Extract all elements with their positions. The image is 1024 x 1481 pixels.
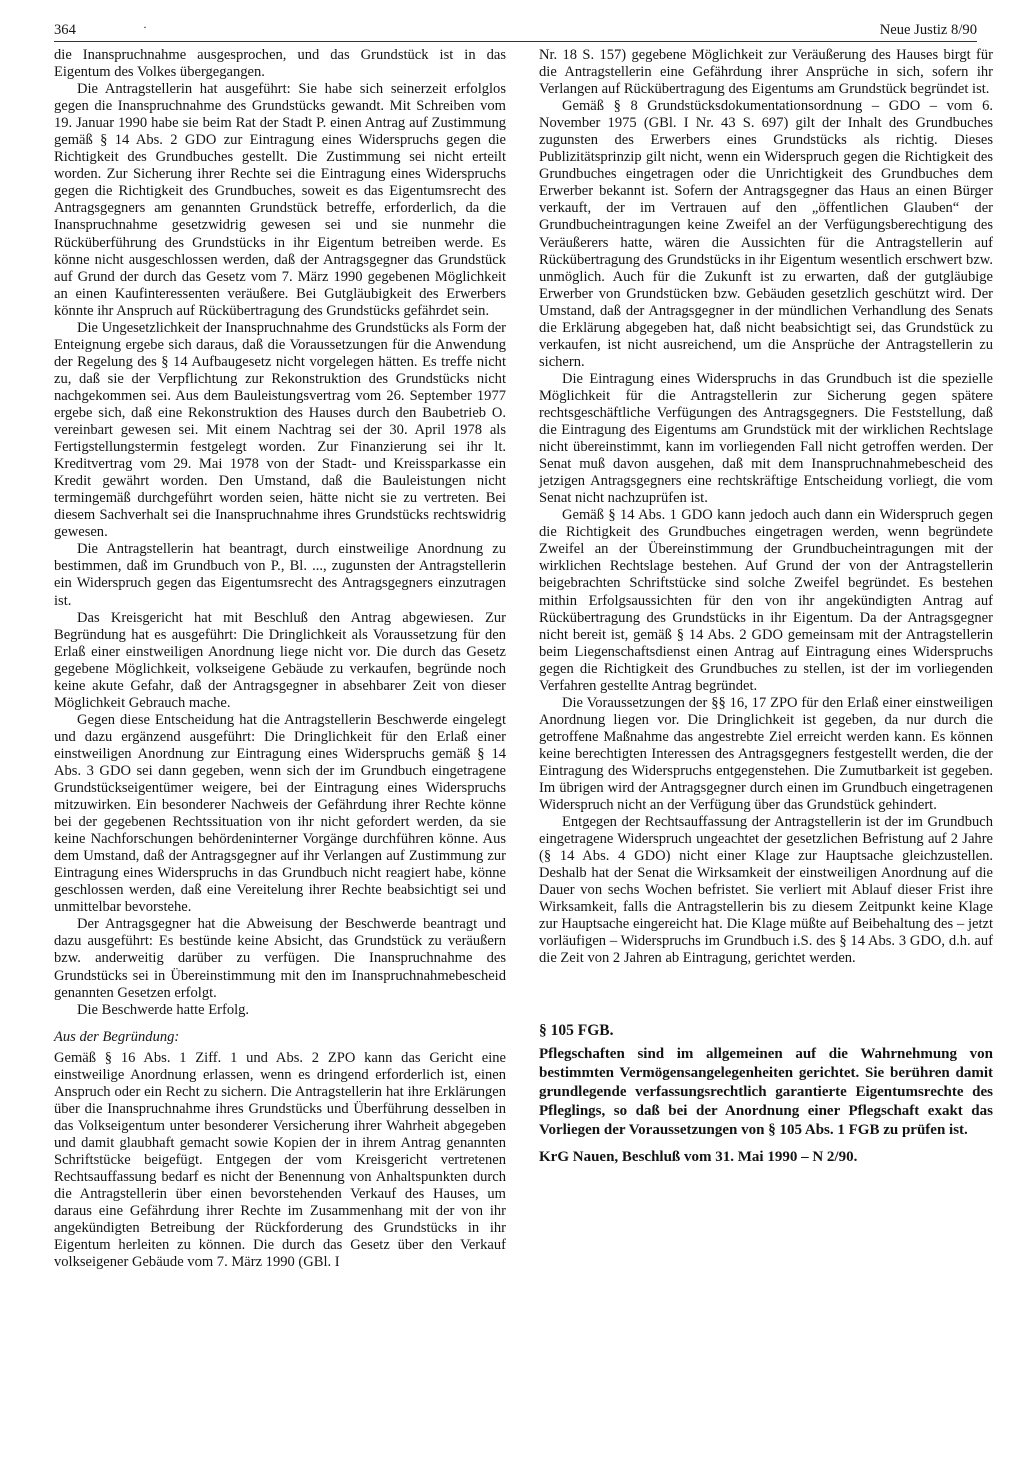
paragraph: Nr. 18 S. 157) gegebene Möglichkeit zur Veräußerung des Hauses birgt für die Antragstellerin eine Gefährdung ihrer Ansprüche in sich, sofern ihr Verlangen auf Rückübertragung des Eigentums am Grundstück begründet ist. [539,47,993,98]
paragraph: Der Antragsgegner hat die Abweisung der Beschwerde beantragt und dazu ausgeführt: Es bestünde keine Absicht, das Grundstück zu veräußern bzw. anderweitig darüber zu verfügen. Die Inanspruchnahme des Grundstücks sei in Übereinstimmung mit den im Inanspruchnahmebescheid genannten Gesetzen erfolgt. [54,916,506,1001]
page-header [54,19,977,41]
paragraph: Die Beschwerde hatte Erfolg. [77,1001,250,1018]
paragraph: Die Ungesetzlichkeit der Inanspruchnahme des Grundstücks als Form der Enteignung ergebe sich daraus, daß die Voraussetzungen für die Anwendung der Regelung des § 14 Aufbaugesetz nicht vorgelegen hätten. Es treffe nicht zu, daß sie der Verpflichtung zur Rekonstruktion des Grundstücks nicht nachgekommen sei. Aus dem Bauleistungsvertrag vom 26. September 1977 ergebe sich, daß eine Rekonstruktion des Hauses durch den Baubetrieb O. vereinbart gewesen sei. Mit einem Nachtrag sei der 30. April 1978 als Fertigstellungstermin festgelegt worden. Zur Finanzierung sei ihr lt. Kreditvertrag vom 29. Mai 1978 von der Stadt- und Kreissparkasse ein Kredit gewährt worden. Den Umstand, daß die Bauleistungen nicht termingemäß durchgeführt worden seien, hätte nicht sie zu vertreten. Bei diesem Sachverhalt sei die Inanspruchnahme ihres Grundstücks rechtswidrig gewesen. [54,319,507,541]
paragraph: Die Antragstellerin hat beantragt, durch einstweilige Anordnung zu bestimmen, daß im Grundbuch von P., Bl. ..., zugunsten der Antragstellerin ein Widerspruch gegen das Eigentumsrecht des Antragsgegners einzutragen ist. [54,541,506,609]
right-column [539,47,993,1166]
headnote: Pflegschaften sind im allgemeinen auf die Wahrnehmung von bestimmten Vermögensangelegenheiten gerichtet. Sie berühren damit grundlegende verfassungsrechtlich garantierte Eigentumsrechte des Pfleglings, so daß bei der Anordnung einer Pflegschaft exakt das Vorliegen der Voraussetzungen von § 105 Abs. 1 FGB zu prüfen ist. [539,1045,993,1139]
paragraph: Gemäß § 16 Abs. 1 Ziff. 1 und Abs. 2 ZPO kann das Gericht eine einstweilige Anordnung erlassen, wenn es dringend erforderlich ist, einen Anspruch oder ein Recht zu sichern. Die Antragstellerin hat ihre Erklärungen über die Inanspruchnahme ihres Grundstücks und Überführung desselben in das Volkseigentum unter besonderer Versicherung ihrer Wahrheit abgegeben und damit glaubhaft gemacht sowie Kopien der in ihrem Antrag genannten Schriftstücke beigefügt. Entgegen der vom Kreisgericht vertretenen Rechtsauffassung bedarf es nicht der Benennung von Anhaltspunkten durch die Antragstellerin über einen bevorstehenden Verkauf des Hauses, um daraus eine Gefährdung ihrer Rechte im Zusammenhang mit der von ihr angekündigten Betreibung der Rückforderung des Grundstücks in ihr Eigentum herleiten zu können. Die durch das Gesetz über den Verkauf volkseigener Gebäude vom 7. März 1990 (GBl. I [54,1049,506,1271]
header-rule [54,41,977,42]
paragraph: die Inanspruchnahme ausgesprochen, und das Grundstück ist in das Eigentum des Volkes übergegangen. [54,47,506,81]
left-column [54,47,506,1271]
header-dot: · [143,20,147,34]
page-number: 364 [54,22,76,38]
paragraph: Entgegen der Rechtsauffassung der Antragstellerin ist der im Grundbuch eingetragene Widerspruch ungeachtet der gesetzlichen Befristung auf 2 Jahre (§ 14 Abs. 4 GDO) nicht einer Klage zur Hauptsache gleichzustellen. Deshalb hat der Senat die Wirksamkeit der einstweiligen Anordnung auf die Dauer von sechs Wochen befristet. Sie verliert mit Ablauf dieser Frist ihre Wirksamkeit, falls die Antragstellerin bis zu diesem Zeitpunkt keine Klage zur Hauptsache eingereicht hat. Die Klage müßte auf Beibehaltung des – jetzt vorläufigen – Widerspruchs im Grundbuch i.S. des § 14 Abs. 3 GDO, d.h. auf die Zeit von 2 Jahren ab Eintragung, gerichtet werden. [539,814,993,967]
paragraph: Die Voraussetzungen der §§ 16, 17 ZPO für den Erlaß einer einstweiligen Anordnung liegen vor. Die Dringlichkeit ist gegeben, da nur durch die getroffene Maßnahme das angestrebte Ziel erreicht werden kann. Es können keine berechtigten Interessen des Antragsgegners festgestellt werden, die der Eintragung des Widerspruchs entgegenstehen. Die Zumutbarkeit ist gegeben. Im übrigen wird der Antragsgegner durch einen im Grundbuch eingetragenen Widerspruch nicht an der Verfügung über das Grundstück gehindert. [539,694,993,814]
subheading: Aus der Begründung: [54,1028,180,1045]
paragraph: Gemäß § 8 Grundstücksdokumentationsordnung – GDO – vom 6. November 1975 (GBl. I Nr. 43 S. 697) gilt der Inhalt des Grundbuches zugunsten des Erwerbers eines Grundstücks als richtig. Dieses Publizitätsprinzip gilt nicht, wenn ein Widerspruch gegen die Richtigkeit des Grundbuches eingetragen oder die Unrichtigkeit des Grundbuches dem Erwerber bekannt ist. Sofern der Antragsgegner das Haus an einen Bürger verkauft, der im Vertrauen auf den „öffentlichen Glauben“ der Grundbucheintragungen keine Zweifel an der Verfügungsberechtigung des Veräußerers hatte, wären die Aussichten für die Antragstellerin auf Rückübertragung des Grundstücks in ihr Eigentum wesentlich erschwert bzw. unmöglich. Auch für die Zukunft ist zu erwarten, daß der gutgläubige Erwerber von Grundstücken bzw. Gebäuden gesetzlich geschützt wird. Der Umstand, daß der Antragsgegner in der mündlichen Verhandlung des Senats die Erklärung abgegeben hat, daß nicht beabsichtigt sei, das Grundstück zu verkaufen, ist nicht ausreichend, um die Ansprüche der Antragstellerin zu sichern. [539,98,993,370]
paragraph: Die Eintragung eines Widerspruchs in das Grundbuch ist die spezielle Möglichkeit für die Antragstellerin zur Sicherung gegen spätere rechtsgeschäftliche Verfügungen des Antragsgegners. Die Feststellung, daß die Eintragung des Eigentums am Grundstück mit der wirklichen Rechtslage nicht übereinstimmt, kann im vorliegenden Fall nicht getroffen werden. Der Senat muß davon ausgehen, daß mit dem Inanspruchnahmebescheid des jetzigen Antragsgegners eine rechtskräftige Entscheidung vorliegt, die vom Senat nicht nachzuprüfen ist. [539,370,993,507]
paragraph: Das Kreisgericht hat mit Beschluß den Antrag abgewiesen. Zur Begründung hat es ausgeführt: Die Dringlichkeit als Voraussetzung für den Erlaß einer einstweiligen Anordnung liege nicht vor. Die durch das Gesetz gegebene Möglichkeit, volkseigene Gebäude zu verkaufen, begründe noch keine akute Gefahr, daß der Antragsgegner in absehbarer Zeit von dieser Möglichkeit Gebrauch mache. [54,609,506,711]
paragraph: Gemäß § 14 Abs. 1 GDO kann jedoch auch dann ein Widerspruch gegen die Richtigkeit des Grundbuches eingetragen werden, wenn begründete Zweifel an der Übereinstimmung der Grundbucheintragungen mit der wirklichen Rechtslage bestehen. Auf Grund der von der Antragstellerin beigebrachten Schriftstücke sind solche Zweifel begründet. Es bestehen mithin Erfolgsaussichten für den von ihr angekündigten Antrag auf Rückübertragung des Grundstücks in ihr Eigentum. Da der Antragsgegner nicht bereit ist, gemäß § 14 Abs. 2 GDO gemeinsam mit der Antragstellerin beim Liegenschaftsdienst einen Antrag auf Eintragung eines Widerspruchs gegen die Richtigkeit des Grundbuches zu stellen, ist der im vorliegenden Verfahren gestellte Antrag begründet. [539,507,993,694]
paragraph: Die Antragstellerin hat ausgeführt: Sie habe sich seinerzeit erfolglos gegen die Inanspruchnahme des Grundstücks gewandt. Mit Schreiben vom 19. Januar 1990 habe sie beim Rat der Stadt P. einen Antrag auf Zustimmung gemäß § 14 Abs. 2 GDO zur Eintragung eines Widerspruchs gegen die Richtigkeit des Grundbuches gestellt. Die Zustimmung sei nicht erteilt worden. Zur Sicherung ihrer Rechte sei die Eintragung eines Widerspruchs gegen die Richtigkeit des Grundbuches, soweit es das Eigentumsrecht des Antragsgegners am genannten Grundstück betreffe, erforderlich, da die Inanspruchnahme gesetzwidrig gewesen sei und sie nunmehr die Rücküberführung des Grundstücks in ihr Eigentum betreiben werde. Es könne nicht ausgeschlossen werden, daß der Antragsgegner das Grundstück auf Grund der durch das Gesetz vom 7. März 1990 gegebenen Möglichkeit an einen Kaufinteressenten veräußere. Bei Gutgläubigkeit des Erwerbers könnte ihr Anspruch auf Rückübertragung des Grundstücks gefährdet sein. [54,81,506,319]
court-citation: KrG Nauen, Beschluß vom 31. Mai 1990 – N 2/90. [539,1148,858,1165]
paragraph: Gegen diese Entscheidung hat die Antragstellerin Beschwerde eingelegt und dazu ergänzend ausgeführt: Die Dringlichkeit für den Erlaß einer einstweiligen Anordnung zur Eintragung eines Widerspruchs gemäß § 14 Abs. 3 GDO sei dann gegeben, wenn sich der im Grundbuch eingetragene Grundstückseigentümer weigere, bei der Eintragung eines Widerspruchs mitzuwirken. Ein besonderer Nachweis der Gefährdung ihrer Rechte könne bei der gegebenen Rechtssituation von ihr nicht gefordert werden, da sie keine Nachforschungen behördeninterner Vorgänge durchführen könne. Aus dem Umstand, daß der Antragsgegner auf ihr Verlangen auf Zustimmung zur Eintragung eines Widerspruchs in das Grundbuch nicht reagiert habe, könne geschlossen werden, daß eine Vereitelung ihrer Rechte beabsichtigt sei und unmittelbar bevorstehe. [54,711,506,916]
section-heading: § 105 FGB. [539,1021,614,1039]
journal-title: Neue Justiz 8/90 [879,22,977,38]
